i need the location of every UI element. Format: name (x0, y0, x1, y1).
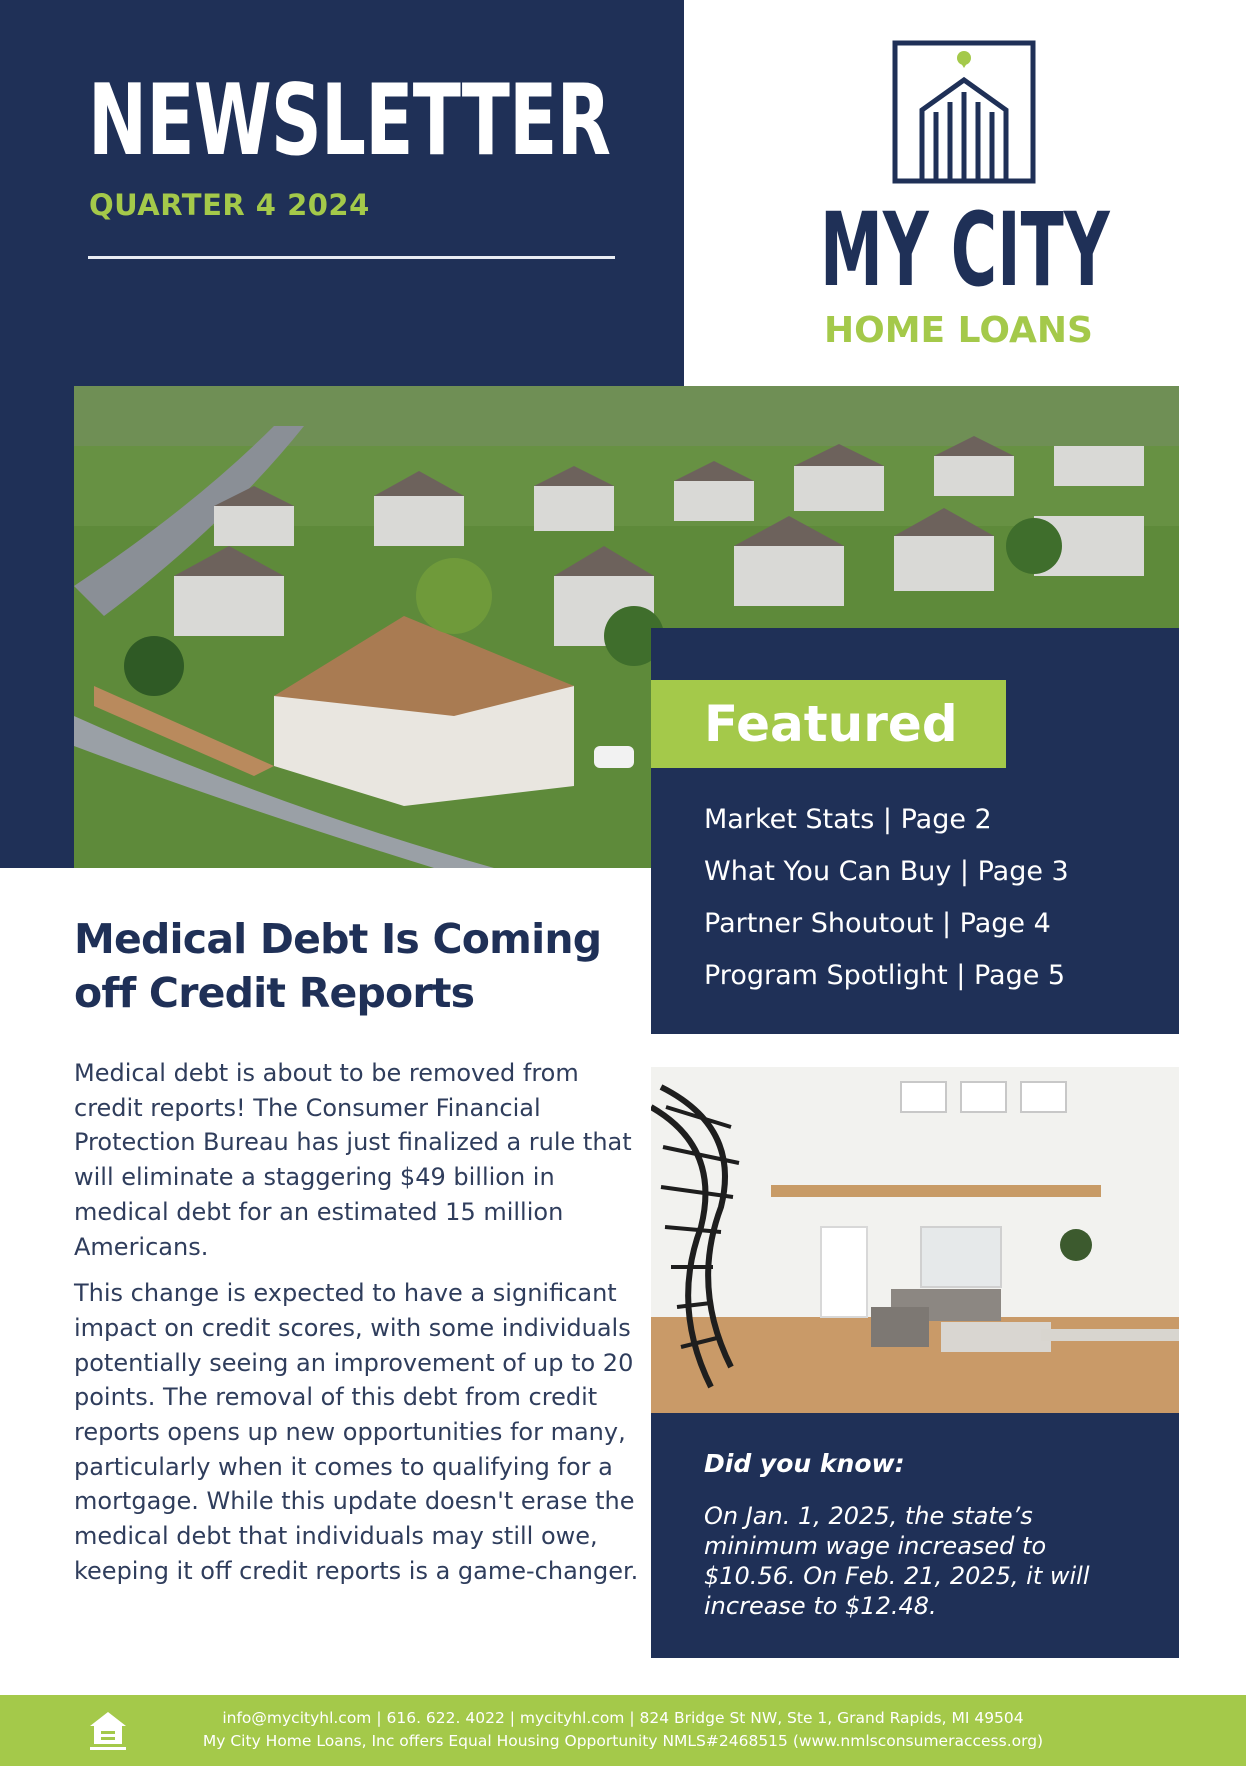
footer-disclaimer-line: My City Home Loans, Inc offers Equal Housing Opportunity NMLS#2468515 (www.nmlsconsumeraccess.org) (202, 1732, 1044, 1750)
footer-contact-line: info@mycityhl.com | 616. 622. 4022 | mycityhl.com | 824 Bridge St NW, Ste 1, Grand Rapids, MI 49504 (222, 1709, 1024, 1727)
featured-item: Program Spotlight | Page 5 (704, 960, 1066, 991)
header-divider (88, 256, 615, 259)
did-you-know-body: On Jan. 1, 2025, the state’s minimum wage increased to $10.56. On Feb. 21, 2025, it will increase to $12.48. (704, 1502, 1090, 1620)
article-title: Medical Debt Is Coming off Credit Reports (74, 915, 602, 1017)
featured-list (704, 794, 1069, 1002)
newsletter-title: NEWSLETTER (88, 64, 611, 178)
living-room-photo (651, 1067, 1179, 1413)
article-body (74, 1056, 644, 1601)
building-logo-icon (892, 40, 1036, 184)
quarter-label: QUARTER 4 2024 (89, 188, 370, 222)
did-you-know-heading: Did you know: (704, 1449, 905, 1478)
featured-panel (651, 628, 1179, 1034)
logo-wordmark: MY CITY (820, 191, 1110, 310)
did-you-know-panel (651, 1413, 1179, 1658)
article-paragraph: Medical debt is about to be removed from credit reports! The Consumer Financial Protection Bureau has just finalized a rule that will eliminate a staggering $49 billion in medical debt for an estimated 15 million Americans. (74, 1059, 632, 1261)
footer-bar (0, 1695, 1246, 1766)
featured-item: Market Stats | Page 2 (704, 804, 992, 835)
featured-item: Partner Shoutout | Page 4 (704, 908, 1051, 939)
logo-tagline: HOME LOANS (824, 310, 1093, 351)
article-paragraph: This change is expected to have a significant impact on credit scores, with some individuals potentially seeing an improvement of up to 20 points. The removal of this debt from credit reports opens up new opportunities for many, particularly when it comes to qualifying for a mortgage. While this update doesn't erase the medical debt that individuals may still owe, keeping it off credit reports is a game-changer. (74, 1279, 639, 1585)
featured-item: What You Can Buy | Page 3 (704, 856, 1069, 887)
featured-tag: Featured (651, 680, 1006, 768)
